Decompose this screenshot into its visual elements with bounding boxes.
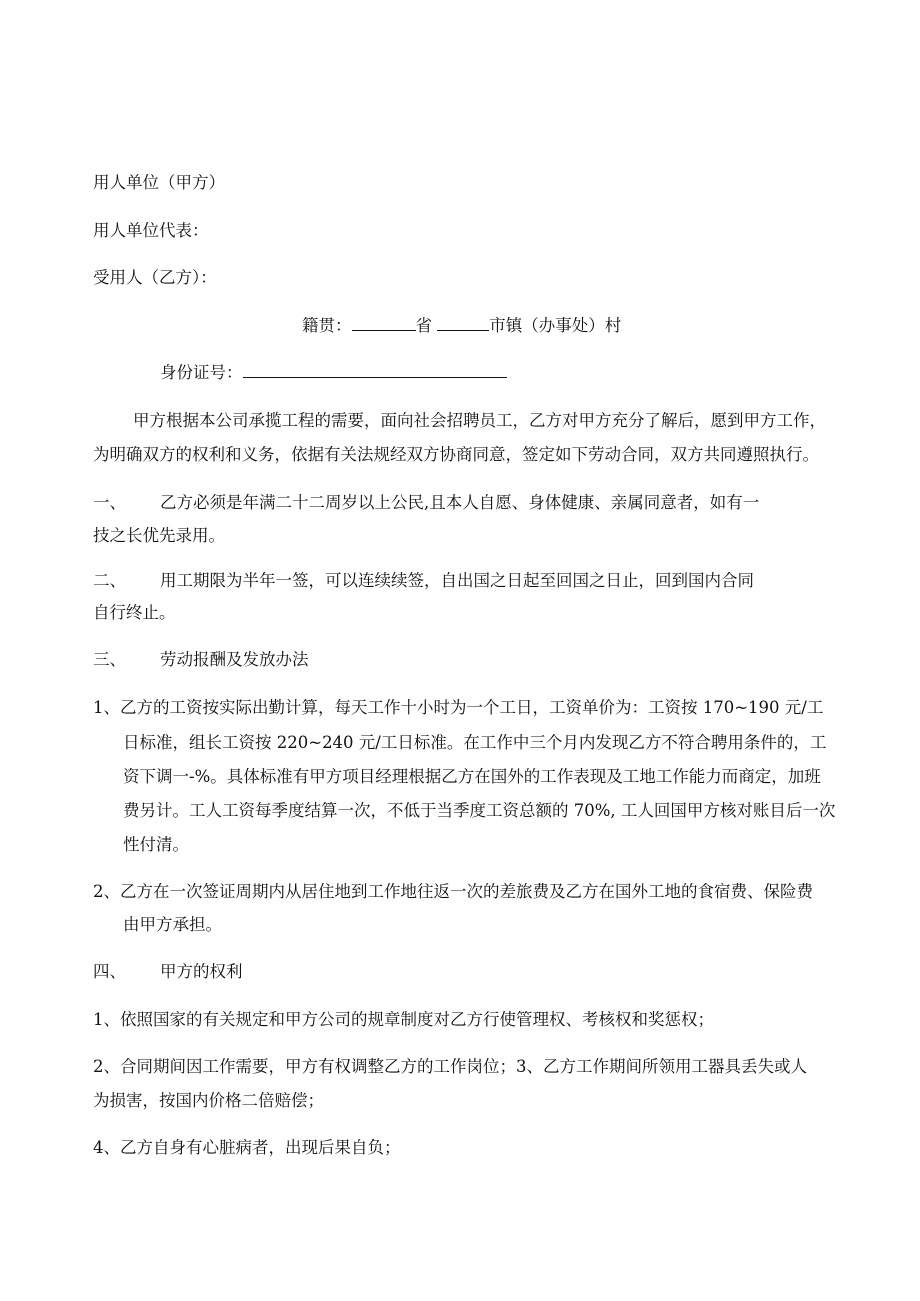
s3-item1-line-1: 1、乙方的工资按实际出勤计算，每天工作十小时为一个工日，工资单价为：工资按 170~190 元/工 bbox=[93, 698, 824, 717]
s3-item1-line-2: 日标准，组长工资按 220~240 元/工日标准。在工作中三个月内发现乙方不符合聘用条件的，工 bbox=[123, 733, 827, 752]
section-4-title: 甲方的权利 bbox=[160, 962, 243, 981]
section-1-line-2: 技之长优先录用。 bbox=[93, 526, 225, 545]
section-2-line-2: 自行终止。 bbox=[93, 603, 176, 622]
section-1-number: 一、 bbox=[93, 493, 126, 512]
section-2-line-1: 用工期限为半年一签，可以连续续签，自出国之日起至回国之日止，回到国内合同 bbox=[160, 571, 754, 590]
s4-item4: 4、乙方自身有心脏病者，出现后果自负； bbox=[93, 1138, 401, 1157]
s3-item1-line-4: 费另计。工人工资每季度结算一次，不低于当季度工资总额的 70%, 工人回国甲方核对账目后一次 bbox=[123, 801, 836, 820]
section-3-number: 三、 bbox=[93, 650, 126, 669]
intro-line-1: 甲方根据本公司承揽工程的需要，面向社会招聘员工，乙方对甲方充分了解后，愿到甲方工作， bbox=[133, 411, 826, 430]
origin-label: 籍贯： bbox=[302, 316, 352, 335]
s4-item1: 1、依照国家的有关规定和甲方公司的规章制度对乙方行使管理权、考核权和奖惩权； bbox=[93, 1010, 714, 1029]
s3-item2-line-2: 由甲方承担。 bbox=[123, 915, 222, 934]
id-number-blank[interactable] bbox=[243, 363, 507, 378]
city-label: 市镇（办事处）村 bbox=[489, 316, 622, 335]
s4-item2-line-2: 为损害，按国内价格二倍赔偿； bbox=[93, 1091, 324, 1110]
section-1-line-1: 乙方必须是年满二十二周岁以上公民,且本人自愿、身体健康、亲属同意者，如有一 bbox=[160, 493, 760, 512]
province-label: 省 bbox=[415, 316, 432, 335]
section-4-number: 四、 bbox=[93, 962, 126, 981]
province-blank[interactable] bbox=[352, 316, 416, 331]
id-line bbox=[160, 361, 507, 385]
section-3-title: 劳动报酬及发放办法 bbox=[160, 650, 309, 669]
city-blank[interactable] bbox=[437, 316, 489, 331]
representative-label: 用人单位代表： bbox=[93, 221, 209, 240]
section-2-number: 二、 bbox=[93, 571, 126, 590]
s3-item1-line-5: 性付清。 bbox=[123, 835, 189, 854]
id-label: 身份证号： bbox=[160, 363, 243, 382]
employer-label: 用人单位（甲方） bbox=[93, 173, 225, 192]
intro-line-2: 为明确双方的权利和义务，依据有关法规经双方协商同意，签定如下劳动合同，双方共同遵照执行。 bbox=[93, 445, 819, 464]
employee-label: 受用人（乙方）： bbox=[93, 268, 217, 287]
s3-item1-line-3: 资下调一-%。具体标准有甲方项目经理根据乙方在国外的工作表现及工地工作能力而商定，加班 bbox=[123, 767, 821, 786]
s4-item2-line-1: 2、合同期间因工作需要，甲方有权调整乙方的工作岗位；3、乙方工作期间所领用工器具丢失或人 bbox=[93, 1057, 807, 1076]
s3-item2-line-1: 2、乙方在一次签证周期内从居住地到工作地往返一次的差旅费及乙方在国外工地的食宿费、保险费 bbox=[93, 882, 813, 901]
origin-line bbox=[302, 314, 621, 338]
